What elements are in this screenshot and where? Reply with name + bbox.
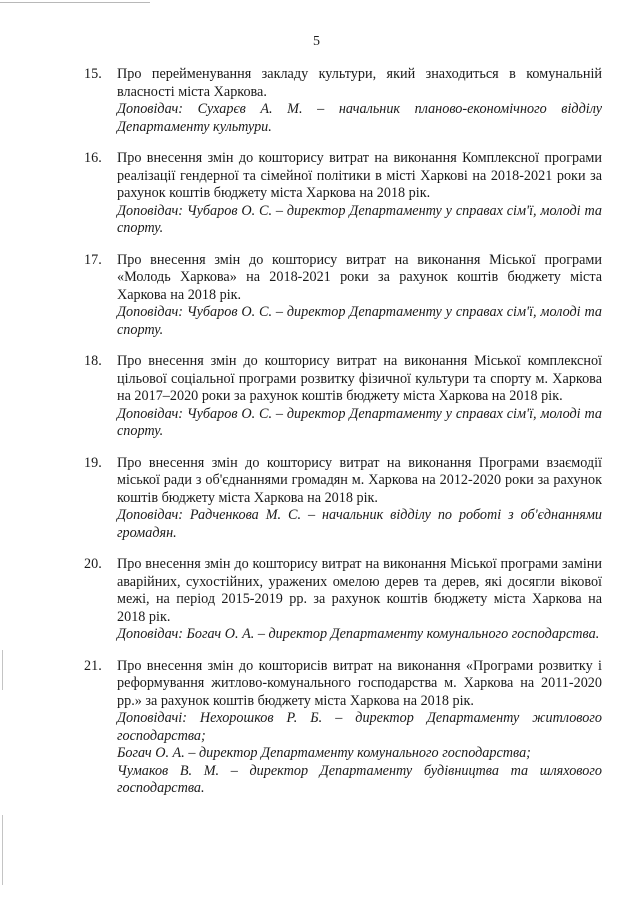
item-number: 21. <box>84 657 102 674</box>
item-title: Про внесення змін до кошторису витрат на виконання Міської програми заміни аварійних, сухостійних, уражених омелою дерев та дерев, які досягли вікової межі, на період 2015-2019 рр. за рахунок коштів бюджету міста Харкова на 2018 рік. <box>117 556 602 625</box>
item-speaker: Чумаков В. М. – директор Департаменту будівництва та шляхового господарства. <box>117 762 602 796</box>
scan-margin-mark <box>2 650 3 690</box>
item-number: 16. <box>84 150 102 166</box>
item-speaker: Доповідач: Чубаров О. С. – директор Департаменту у справах сім'ї, молоді та спорту. <box>117 405 602 439</box>
item-speaker: Доповідач: Радченкова М. С. – начальник відділу по роботі з об'єднаннями громадян. <box>117 507 602 541</box>
item-speaker: Доповідачі: Нехорошков Р. Б. – директор Департаменту житлового господарства; <box>117 710 602 744</box>
item-number: 18. <box>84 353 102 369</box>
agenda-item-18 <box>84 353 602 441</box>
item-number: 15. <box>84 66 102 82</box>
agenda-item-17 <box>84 252 602 340</box>
scan-margin-mark <box>2 815 3 885</box>
agenda-item-21 <box>84 658 602 798</box>
item-title: Про внесення змін до кошторису витрат на виконання Комплексної програми реалізації гендерної та сімейної політики в місті Харкові на 2018-2021 роки за рахунок коштів бюджету міста Харкова на 2018 рік. <box>117 150 602 201</box>
item-speaker: Доповідач: Чубаров О. С. – директор Департаменту у справах сім'ї, молоді та спорту. <box>117 304 602 338</box>
agenda-item-19 <box>84 455 602 543</box>
item-speaker: Доповідач: Богач О. А. – директор Департаменту комунального господарства. <box>117 626 600 642</box>
item-speaker: Богач О. А. – директор Департаменту комунального господарства; <box>117 745 531 761</box>
item-title: Про внесення змін до кошторису витрат на виконання Міської програми «Молодь Харкова» на 2018-2021 роки за рахунок коштів бюджету міста Харкова на 2018 рік. <box>117 251 602 303</box>
agenda-item-16 <box>84 150 602 238</box>
item-number: 17. <box>84 251 102 268</box>
item-title: Про внесення змін до кошторису витрат на виконання Програми взаємодії міської ради з об'єднаннями громадян м. Харкова на 2012-2020 роки за рахунок коштів бюджету міста Харкова на 2018 рік. <box>117 454 602 506</box>
item-number: 19. <box>84 454 102 471</box>
item-speaker: Доповідач: Чубаров О. С. – директор Департаменту у справах сім'ї, молоді та спорту. <box>117 202 602 236</box>
agenda-item-15 <box>84 66 602 136</box>
item-title: Про перейменування закладу культури, який знаходиться в комунальній власності міста Харкова. <box>117 66 602 100</box>
item-title: Про внесення змін до кошторисів витрат на виконання «Програми розвитку і реформування житлово-комунального господарства м. Харкова на 2011-2020 рр.» за рахунок коштів бюджету міста Харкова на 2018 рік. <box>117 657 602 709</box>
page-number: 5 <box>313 34 320 49</box>
item-number: 20. <box>84 556 102 572</box>
agenda-list <box>84 66 602 812</box>
agenda-item-20 <box>84 556 602 644</box>
item-title: Про внесення змін до кошторису витрат на виконання Міської комплексної цільової соціальної програми розвитку фізичної культури та спорту м. Харкова на 2017–2020 роки за рахунок коштів бюджету міста Харкова на 2018 рік. <box>117 353 602 404</box>
item-speaker: Доповідач: Сухарєв А. М. – начальник планово-економічного відділу Департаменту культури. <box>117 101 602 135</box>
scan-edge-line <box>0 2 150 3</box>
